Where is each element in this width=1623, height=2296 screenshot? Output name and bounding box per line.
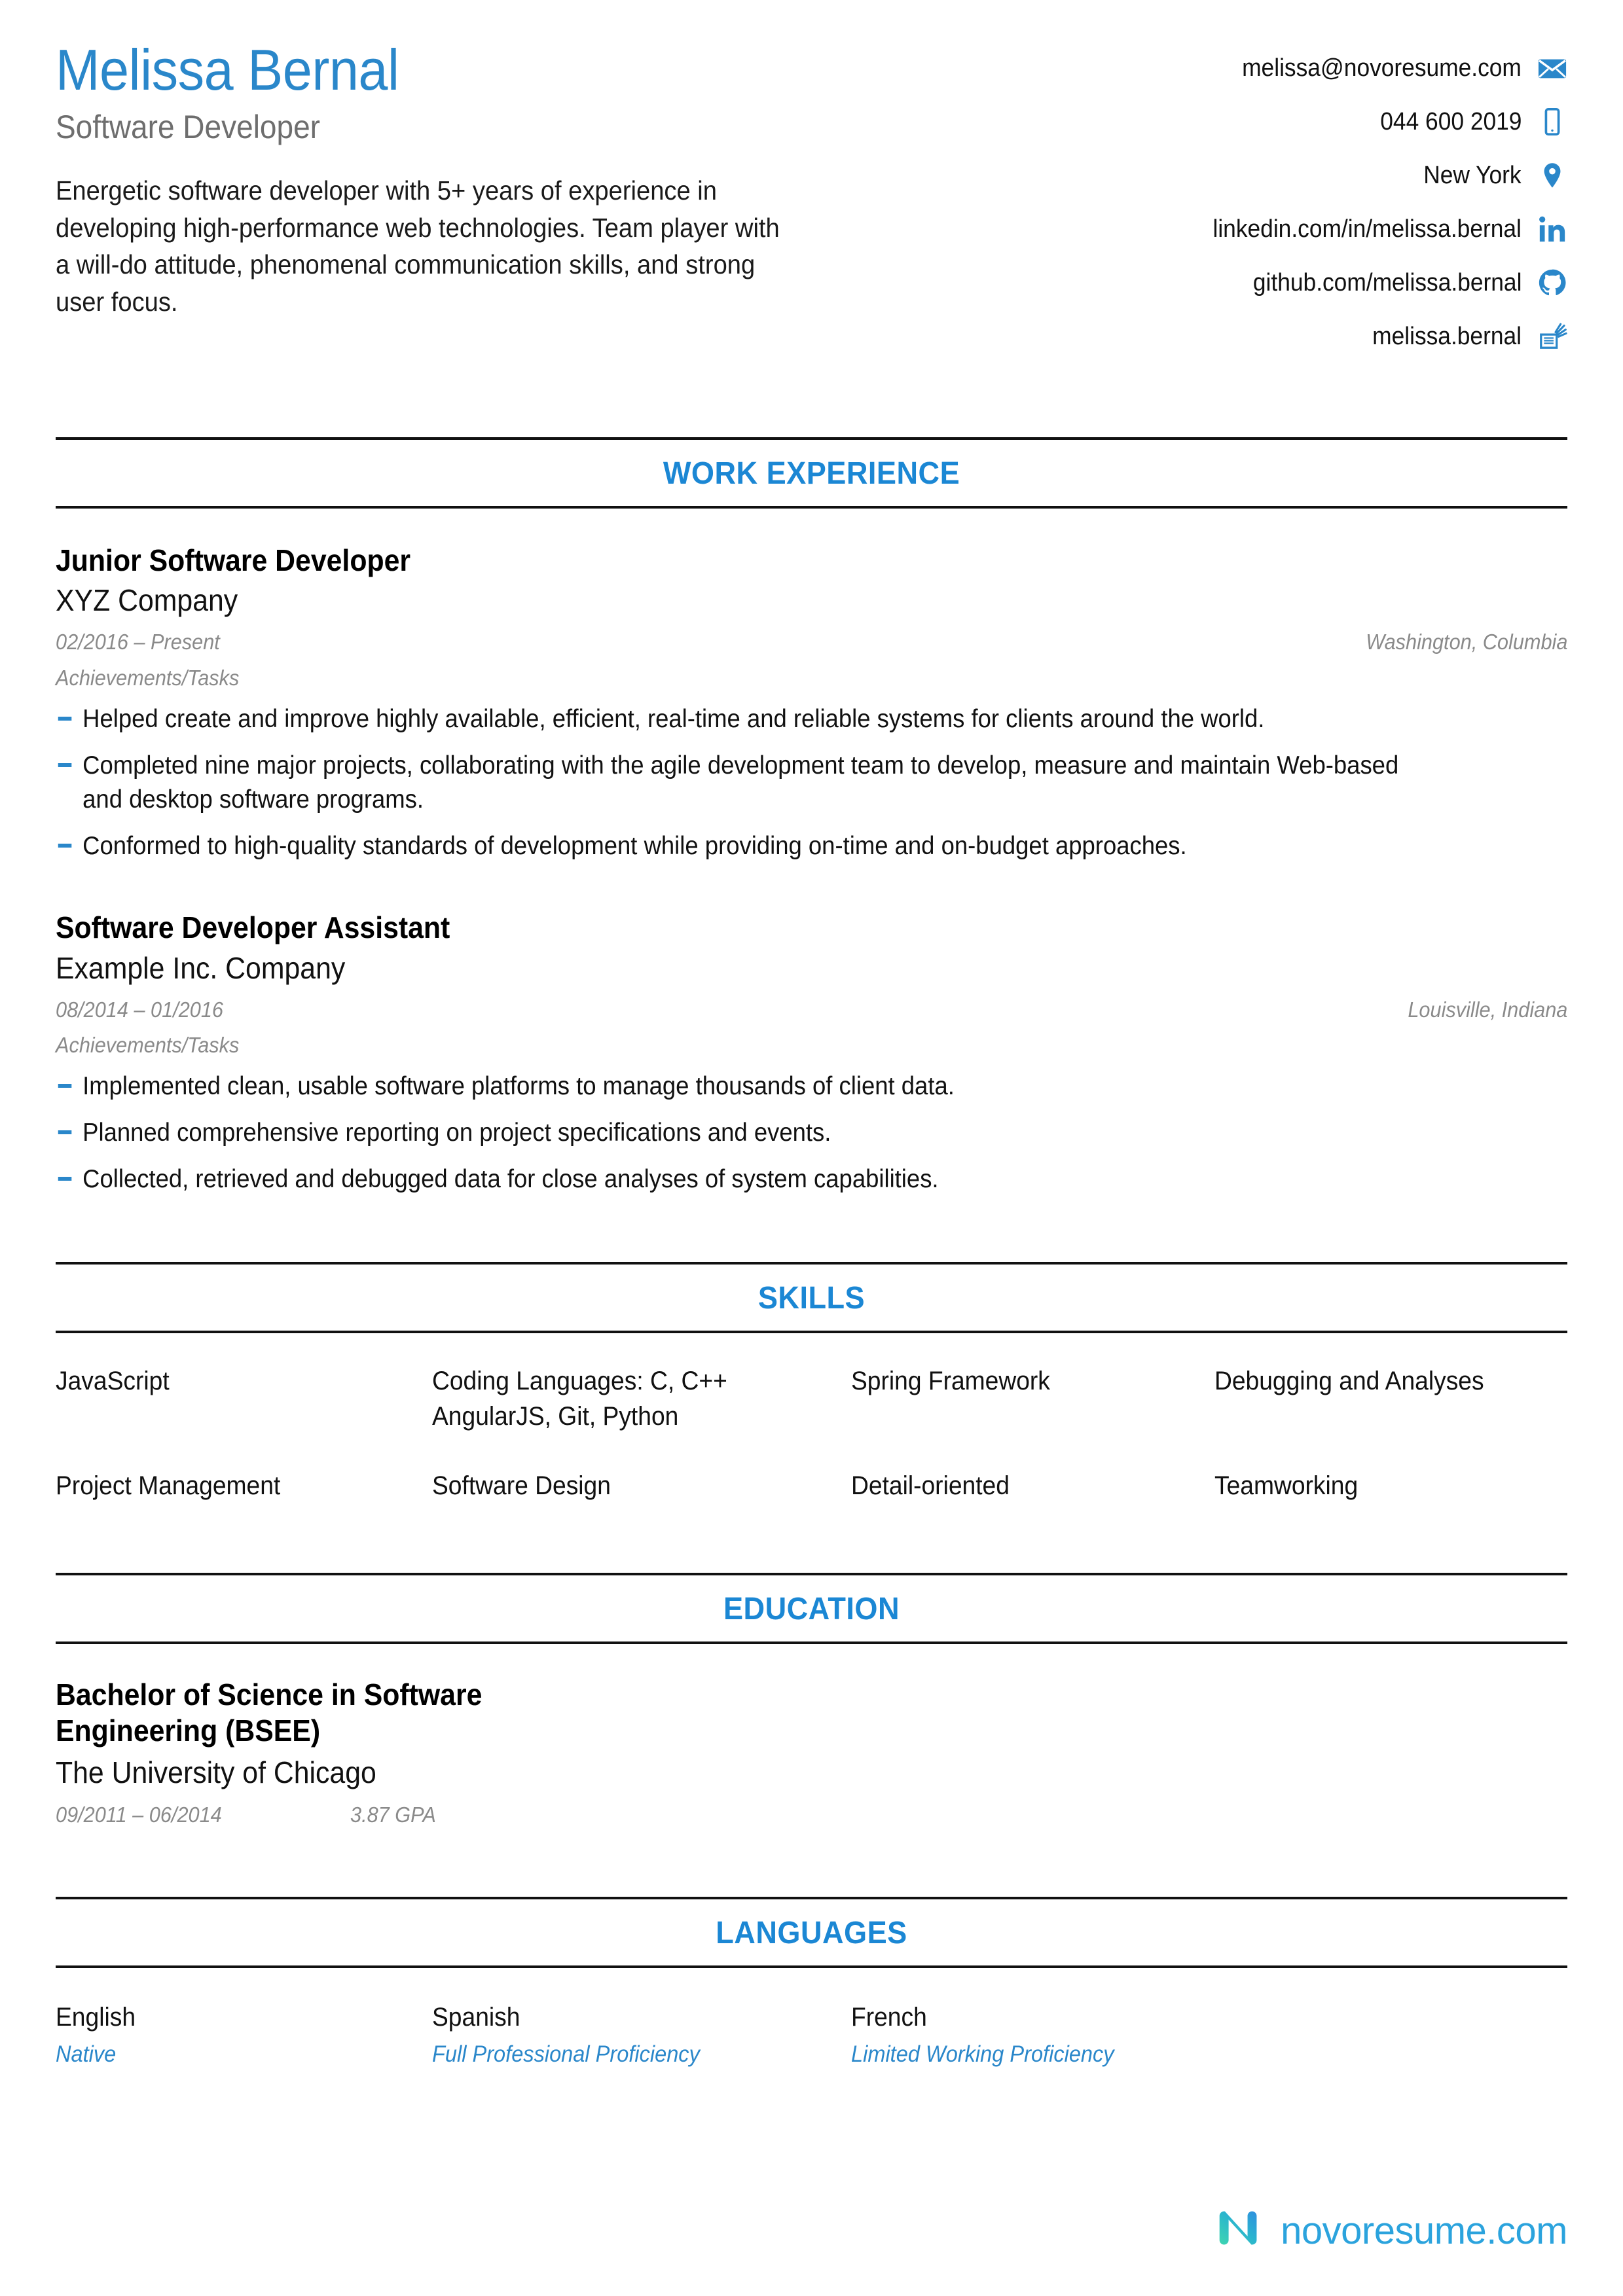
contact-skype-text: melissa.bernal <box>1372 323 1522 350</box>
education-meta <box>56 1803 1567 1827</box>
contact-phone-text: 044 600 2019 <box>1379 108 1522 135</box>
language-item <box>432 2001 851 2069</box>
footer-branding[interactable] <box>1215 2204 1567 2258</box>
language-item <box>56 2001 432 2069</box>
section-work-experience <box>56 437 1567 1196</box>
work-entry-location: Washington, Columbia <box>1365 630 1567 655</box>
section-languages <box>56 1897 1567 2069</box>
contact-github-text: github.com/melissa.bernal <box>1252 269 1522 296</box>
skype-icon <box>1537 321 1567 351</box>
novoresume-logo-icon <box>1215 2204 1266 2258</box>
work-entry-location: Louisville, Indiana <box>1408 997 1567 1022</box>
skill-item: Teamworking <box>1214 1471 1359 1500</box>
section-rule-bottom <box>56 1965 1567 1968</box>
education-entry <box>56 1677 1567 1827</box>
work-entry-title: Software Developer Assistant <box>56 910 450 945</box>
candidate-name: Melissa Bernal <box>56 37 399 102</box>
contact-email-text: melissa@novoresume.com <box>1242 54 1522 82</box>
skill-item: Spring Framework <box>851 1366 1050 1395</box>
language-item <box>851 2001 1567 2069</box>
email-icon <box>1537 53 1567 83</box>
bullet-item: Conformed to high-quality standards of development while providing on-time and on-budget approaches. <box>56 829 1439 863</box>
work-entry-date: 02/2016 – Present <box>56 630 220 655</box>
language-level: Full Professional Proficiency <box>432 2041 700 2068</box>
contact-location-text: New York <box>1423 162 1522 189</box>
contact-list <box>1116 41 1567 374</box>
skill-item: Software Design <box>432 1471 611 1500</box>
candidate-job-title: Software Developer <box>56 108 320 145</box>
work-entry-sublabel: Achievements/Tasks <box>56 665 240 690</box>
skill-item: Project Management <box>56 1471 281 1500</box>
section-title-skills: SKILLS <box>757 1280 866 1316</box>
contact-item-location[interactable] <box>1116 160 1567 191</box>
header-identity <box>56 37 881 321</box>
section-education <box>56 1573 1567 1827</box>
bullet-item: Completed nine major projects, collaborating with the agile development team to develop, measure and maintain Web-based and desktop software programs. <box>56 749 1439 817</box>
contact-item-github[interactable] <box>1116 267 1567 298</box>
language-name: English <box>56 2003 136 2032</box>
bullet-item: Helped create and improve highly available, efficient, real-time and reliable systems for clients around the world. <box>56 702 1439 736</box>
skill-item: Debugging and Analyses <box>1214 1366 1484 1395</box>
skill-item: JavaScript <box>56 1366 170 1395</box>
language-level: Limited Working Proficiency <box>851 2041 1114 2068</box>
work-entry-bullets <box>56 702 1567 863</box>
contact-item-email[interactable] <box>1116 52 1567 84</box>
language-name: French <box>851 2003 927 2032</box>
education-degree: Bachelor of Science in Software Engineering (BSEE) <box>56 1677 483 1748</box>
work-entry-meta <box>56 629 1567 655</box>
contact-item-linkedin[interactable] <box>1116 213 1567 245</box>
languages-grid <box>56 2001 1567 2069</box>
section-rule-bottom <box>56 1331 1567 1333</box>
novoresume-wordmark: novoresume.com <box>1281 2209 1567 2252</box>
work-entry-bullets <box>56 1069 1567 1196</box>
language-level: Native <box>56 2041 117 2068</box>
section-title-work: WORK EXPERIENCE <box>663 456 960 491</box>
section-title-languages: LANGUAGES <box>716 1916 907 1951</box>
skill-item: Coding Languages: C, C++ AngularJS, Git, Python <box>432 1366 727 1431</box>
contact-linkedin-text: linkedin.com/in/melissa.bernal <box>1213 215 1522 243</box>
skill-item: Detail-oriented <box>851 1471 1010 1500</box>
linkedin-icon <box>1537 214 1567 244</box>
skills-grid <box>56 1363 1567 1503</box>
work-entry <box>56 910 1567 1196</box>
section-title-education: EDUCATION <box>723 1591 900 1626</box>
bullet-item: Implemented clean, usable software platforms to manage thousands of client data. <box>56 1069 1439 1103</box>
location-icon <box>1537 160 1567 190</box>
contact-item-skype[interactable] <box>1116 321 1567 352</box>
resume-header <box>56 0 1567 374</box>
education-school: The University of Chicago <box>56 1755 376 1790</box>
bullet-item: Collected, retrieved and debugged data for close analyses of system capabilities. <box>56 1162 1439 1196</box>
work-entry-meta <box>56 997 1567 1023</box>
bullet-item: Planned comprehensive reporting on project specifications and events. <box>56 1116 1439 1150</box>
contact-item-phone[interactable] <box>1116 106 1567 137</box>
phone-icon <box>1537 107 1567 137</box>
section-rule-bottom <box>56 1641 1567 1644</box>
education-date: 09/2011 – 06/2014 <box>56 1803 222 1827</box>
education-gpa: 3.87 GPA <box>350 1803 436 1827</box>
work-entry-date: 08/2014 – 01/2016 <box>56 997 223 1022</box>
professional-summary: Energetic software developer with 5+ years of experience in developing high-performance web technologies. Team player with a will-do attitude, phenomenal communication skills, and strong user focus. <box>56 175 780 317</box>
work-entry-sublabel: Achievements/Tasks <box>56 1033 240 1058</box>
work-entry-company: XYZ Company <box>56 583 238 618</box>
section-rule-bottom <box>56 506 1567 509</box>
section-skills <box>56 1262 1567 1503</box>
language-name: Spanish <box>432 2003 520 2032</box>
work-entry <box>56 543 1567 863</box>
work-entry-title: Junior Software Developer <box>56 543 411 577</box>
work-entry-company: Example Inc. Company <box>56 950 346 985</box>
github-icon <box>1537 268 1567 298</box>
